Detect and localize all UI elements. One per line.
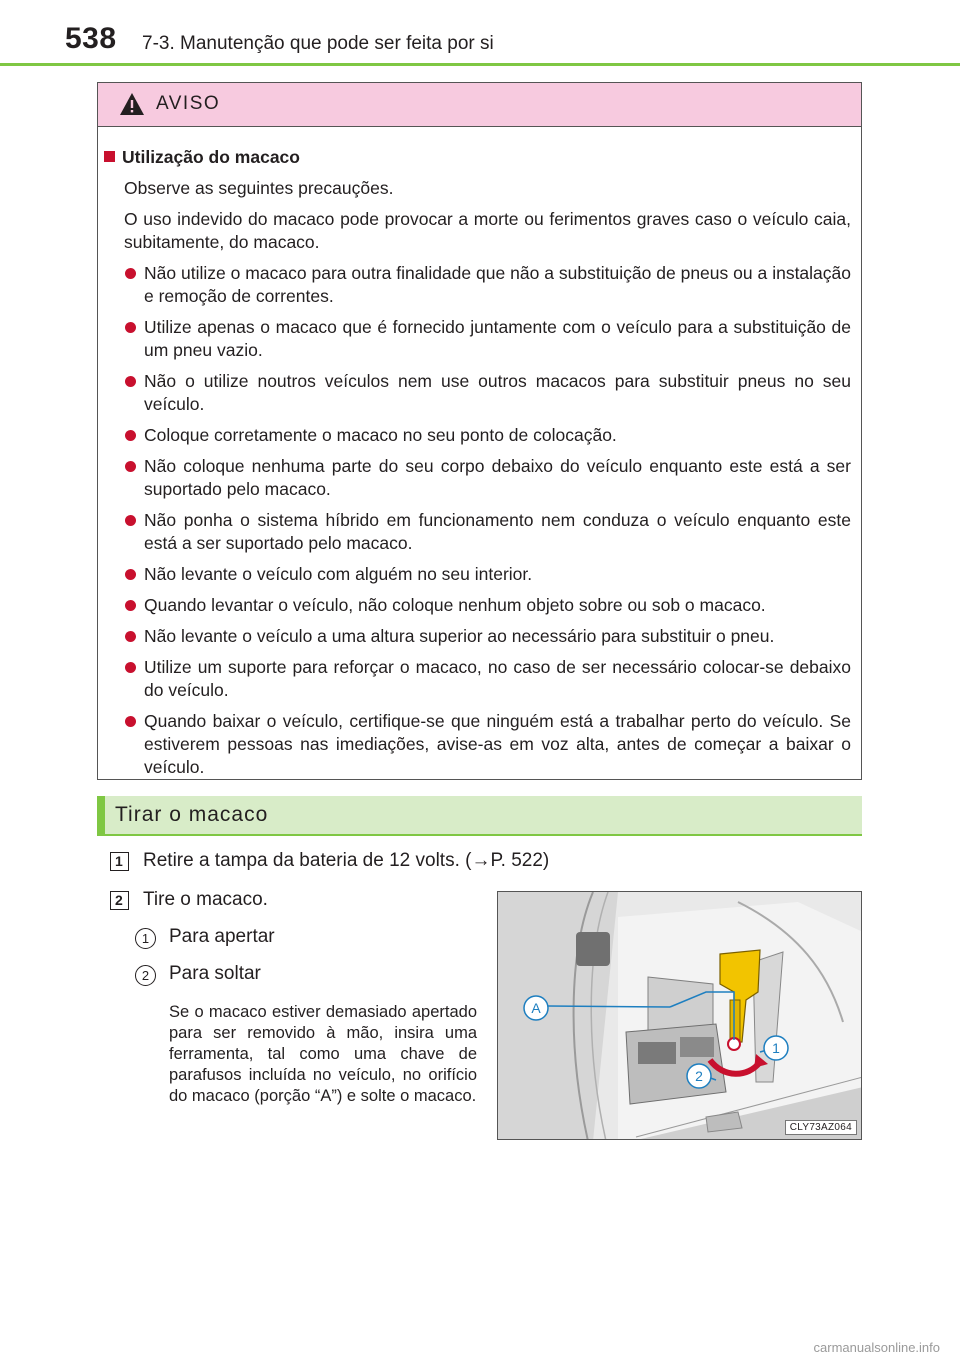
figure-code: CLY73AZ064 [785,1120,857,1135]
bullet-dot-icon [125,662,136,673]
section-heading [97,796,862,834]
step-number-box: 2 [110,891,129,910]
list-item: Não levante o veículo com alguém no seu interior. [144,563,851,586]
figure-callout-a: A [531,1000,541,1016]
watermark: carmanualsonline.info [813,1340,940,1355]
header-rule [0,63,960,66]
jack-illustration [497,891,862,1140]
bullet-dot-icon [125,600,136,611]
chapter-title: 7-3. Manutenção que pode ser feita por si [142,33,494,54]
trunk-jack-drawing [498,892,862,1140]
bullet-dot-icon [125,461,136,472]
red-square-icon [104,151,115,162]
legend-number-circle: 1 [135,928,156,949]
warning-header [98,83,861,127]
warning-subheading: Utilização do macaco [104,146,851,169]
section-title: Tirar o macaco [115,803,269,826]
bullet-dot-icon [125,716,136,727]
warning-body [98,128,861,779]
legend-text: Para soltar [169,963,261,984]
bullet-dot-icon [125,430,136,441]
bullet-dot-icon [125,515,136,526]
section-rule [97,834,862,836]
bullet-dot-icon [125,569,136,580]
step-text: Retire a tampa da bateria de 12 volts. (→P. 522) [143,850,550,871]
list-item: Não o utilize noutros veículos nem use outros macacos para substituir pneus no seu veículo. [144,370,851,416]
list-item: Não coloque nenhuma parte do seu corpo debaixo do veículo enquanto este está a ser suportado pelo macaco. [144,455,851,501]
warning-paragraph: Observe as seguintes precauções. [124,178,394,198]
list-item: Utilize um suporte para reforçar o macaco, no caso de ser necessário colocar-se debaixo do veículo. [144,656,851,702]
page-header [0,0,960,70]
step-text: Tire o macaco. [143,889,268,910]
warning-triangle-icon [119,92,145,116]
note-paragraph: Se o macaco estiver demasiado apertado para ser removido à mão, insira uma ferramenta, tal como uma chave de parafusos incluída no veículo, no orifício do macaco (porção “A”) e solte o macaco. [169,1003,477,1105]
warning-title: AVISO [156,93,221,114]
list-item: Coloque corretamente o macaco no seu ponto de colocação. [144,424,851,447]
step-number-box: 1 [110,852,129,871]
list-item: Quando baixar o veículo, certifique-se que ninguém está a trabalhar perto do veículo. Se estiverem pessoas nas imediações, avise-as em voz alta, antes de começar a baixar o veículo. [144,710,851,779]
bullet-dot-icon [125,376,136,387]
warning-paragraph: O uso indevido do macaco pode provocar a morte ou ferimentos graves caso o veículo caia, subitamente, do macaco. [124,209,851,252]
figure-callout-2: 2 [695,1068,703,1084]
figure-callout-1: 1 [772,1040,780,1056]
warning-bullet-list [98,262,851,779]
bullet-dot-icon [125,631,136,642]
list-item: Não levante o veículo a uma altura superior ao necessário para substituir o pneu. [144,625,851,648]
list-item: Não utilize o macaco para outra finalidade que não a substituição de pneus ou a instalação e remoção de correntes. [144,262,851,308]
list-item: Utilize apenas o macaco que é fornecido juntamente com o veículo para a substituição de um pneu vazio. [144,316,851,362]
legend-text: Para apertar [169,926,275,947]
list-item: Não ponha o sistema híbrido em funcionamento nem conduza o veículo enquanto este está a ser suportado pelo macaco. [144,509,851,555]
legend-number-circle: 2 [135,965,156,986]
page-number: 538 [65,22,117,55]
warning-box [97,82,862,780]
list-item: Quando levantar o veículo, não coloque nenhum objeto sobre ou sob o macaco. [144,594,851,617]
bullet-dot-icon [125,322,136,333]
bullet-dot-icon [125,268,136,279]
